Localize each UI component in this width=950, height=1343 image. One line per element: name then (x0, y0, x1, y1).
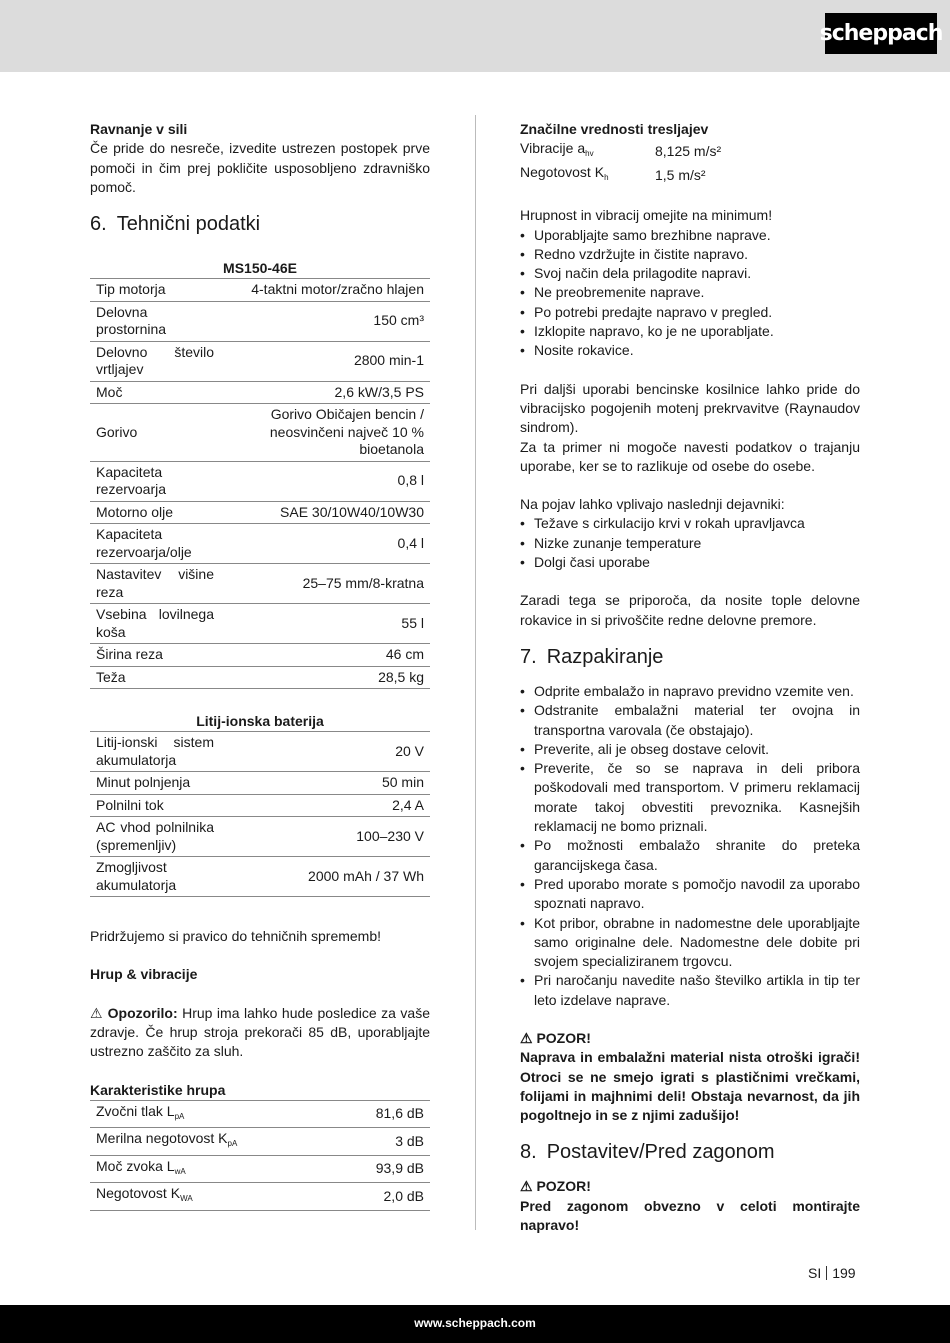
table-row (90, 817, 430, 857)
table-row (520, 139, 721, 163)
list-item: • Redno vzdržujte in čistite napravo. (520, 245, 860, 264)
noise-warning: ⚠ Opozorilo: Hrup ima lahko hude posledice za vaše zdravje. Če hrup stroja prekorači 85 dB, uporabljajte ustrezno zaščito za sluh. (90, 1004, 430, 1060)
row-label: Gorivo (90, 404, 220, 462)
table-row (90, 772, 430, 795)
list-item: • Nosite rokavice. (520, 341, 860, 360)
list-item: • Preverite, ali je obseg dostave celovit. (520, 740, 860, 759)
list-item: • Po možnosti embalažo shranite do preteka garancijskega časa. (520, 836, 860, 875)
list-item: • Odprite embalažo in napravo previdno vzemite ven. (520, 682, 860, 701)
table-row (90, 381, 430, 404)
row-value: 0,8 l (220, 461, 430, 501)
table-row (90, 732, 430, 772)
table-row (90, 564, 430, 604)
row-label: Širina reza (90, 644, 220, 667)
factors-list (520, 514, 860, 572)
row-label: Negotovost $K_{WA}$ (90, 1183, 290, 1211)
table-row (90, 1100, 430, 1128)
reserve-note: Pridržujemo si pravico do tehničnih sprememb! (90, 928, 382, 945)
row-label: Kapaciteta rezervoarja (90, 461, 220, 501)
row-label: Zvočni tlak $L_{pA}$ (90, 1100, 290, 1128)
table2-title: Litij-ionska baterija (196, 713, 324, 730)
row-value: 4-taktni motor/zračno hlajen (220, 279, 430, 302)
row-value: 46 cm (220, 644, 430, 667)
table-row (90, 604, 430, 644)
list-item: • Dolgi časi uporabe (520, 553, 860, 572)
row-label: Delovno število vrtljajev (90, 341, 220, 381)
table-row (90, 1183, 430, 1211)
list-item: • Težave s cirkulacijo krvi v rokah upravljavca (520, 514, 860, 533)
list-item: • Po potrebi predajte napravo v pregled. (520, 303, 860, 322)
first-aid-text: Če pride do nesreče, izvedite ustrezen postopek prve pomoči in čim prej pokličite usposobljeno zdravniško pomoč. (90, 140, 430, 195)
row-value: SAE 30/10W40/10W30 (220, 501, 430, 524)
row-value: 0,4 l (220, 524, 430, 564)
row-value: 100–230 V (220, 817, 430, 857)
row-value: 50 min (220, 772, 430, 795)
row-label: Delovna prostornina (90, 301, 220, 341)
caution-2-label: ⚠ POZOR! (520, 1178, 591, 1195)
battery-table (90, 731, 430, 897)
list-item: • Ne preobremenite naprave. (520, 283, 860, 302)
row-value: 2,6 kW/3,5 PS (220, 381, 430, 404)
vib-list (520, 226, 860, 361)
vib-intro: Hrupnost in vibracij omejite na minimum! (520, 207, 773, 224)
row-label: Zmogljivost akumulatorja (90, 857, 220, 897)
table-row (90, 404, 430, 462)
row-label: Nastavitev višine reza (90, 564, 220, 604)
noise-title: Hrup & vibracije (90, 966, 198, 983)
table-row (90, 279, 430, 302)
column-divider (475, 115, 476, 1230)
footer-url[interactable]: www.scheppach.com (414, 1316, 536, 1330)
table-row (90, 666, 430, 689)
row-value: 8,125 m/s² (655, 142, 722, 159)
list-item: • Nizke zunanje temperature (520, 534, 860, 553)
row-label: Polnilni tok (90, 794, 220, 817)
warning-icon: ⚠ (90, 1004, 104, 1021)
noise-char-title: Karakteristike hrupa (90, 1081, 226, 1098)
row-value: 2,4 A (220, 794, 430, 817)
left-column (90, 120, 430, 1211)
row-label: Teža (90, 666, 220, 689)
row-label: Vibracije $a_{hv}$ (520, 140, 594, 159)
row-value: 1,5 m/s² (655, 166, 706, 183)
row-label: Moč (90, 381, 220, 404)
warning-icon: ⚠ (520, 1029, 533, 1046)
row-label: AC vhod polnilnika (spremenljiv) (90, 817, 220, 857)
scheppach-logo: scheppach (825, 13, 937, 54)
row-value: 2,0 dB (290, 1183, 430, 1211)
section-8-heading: 8. Postavitev/Pred zagonom (520, 1141, 775, 1164)
table-row (90, 341, 430, 381)
table1-title: MS150-46E (223, 260, 297, 277)
row-value: 2000 mAh / 37 Wh (220, 857, 430, 897)
row-value: 150 cm³ (220, 301, 430, 341)
tech-data-table (90, 278, 430, 689)
row-value: 25–75 mm/8-kratna (220, 564, 430, 604)
caution-2-text: Pred zagonom obvezno v celoti montirajte napravo! (520, 1197, 860, 1234)
list-item: • Preverite, če so se naprava in deli pribora poškodovali med transportom. V primeru reklamacij morate takoj obvestiti prevoznika. Kasnejših reklamacij ne bomo priznali. (520, 759, 860, 836)
table-row (90, 501, 430, 524)
row-label: Moč zvoka $L_{wA}$ (90, 1155, 290, 1183)
row-value: 81,6 dB (290, 1100, 430, 1128)
table-row (90, 1128, 430, 1156)
row-value: 28,5 kg (220, 666, 430, 689)
row-value: 3 dB (290, 1128, 430, 1156)
list-item: • Pred uporabo morate s pomočjo navodil za uporabo spoznati napravo. (520, 875, 860, 914)
row-label: Litij-ionski sistem akumulatorja (90, 732, 220, 772)
row-value: 55 l (220, 604, 430, 644)
list-item: • Pri naročanju navedite našo številko artikla in tip ter leto izdelave naprave. (520, 971, 860, 1010)
table-row (90, 1155, 430, 1183)
row-value: Gorivo Običajen bencin / neosvinčeni največ 10 % bioetanola (220, 404, 430, 462)
row-value: 2800 min-1 (220, 341, 430, 381)
caution-1-label: ⚠ POZOR! (520, 1029, 591, 1046)
row-label: Merilna negotovost $K_{pA}$ (90, 1128, 290, 1156)
warning-icon: ⚠ (520, 1178, 533, 1195)
row-value: 93,9 dB (290, 1155, 430, 1183)
raynaud-text: Pri daljši uporabi bencinske kosilnice lahko pride do vibracijsko pogojenih motenj prekrvavitve (Raynaudov sindrom). (520, 380, 860, 436)
table-row (520, 163, 721, 187)
row-value: 20 V (220, 732, 430, 772)
table-row (90, 461, 430, 501)
list-item: • Kot pribor, obrabne in nadomestne dele uporabljajte samo originalne dele. Nadomestne dele dobite pri svojem specializiranem trgovcu. (520, 914, 860, 972)
row-label: Tip motorja (90, 279, 220, 302)
row-label: Motorno olje (90, 501, 220, 524)
section-7-heading: 7. Razpakiranje (520, 645, 664, 668)
section-6-heading: 6. Tehnični podatki (90, 213, 261, 236)
table-row (90, 794, 430, 817)
page-number: SI 199 (808, 1265, 856, 1281)
list-item: • Uporabljajte samo brezhibne naprave. (520, 226, 860, 245)
table-row (90, 301, 430, 341)
row-label: Minut polnjenja (90, 772, 220, 795)
gloves-text: Zaradi tega se priporoča, da nosite tople delovne rokavice in si privoščite redne delovne premore. (520, 592, 860, 628)
row-label: Vsebina lovilnega koša (90, 604, 220, 644)
list-item: • Odstranite embalažni material ter ovojna in transportna varovala (če obstajajo). (520, 701, 860, 740)
unpack-list (520, 682, 860, 1010)
caution-1-text: Naprava in embalažni material nista otroški igrači! Otroci se ne smejo igrati s plastičnimi vrečkami, folijami in majhnimi deli! Obstaja nevarnost, da jih pogoltnejo in se z njimi zadušijo! (520, 1049, 860, 1124)
factors-intro: Na pojav lahko vplivajo naslednji dejavniki: (520, 496, 785, 513)
row-label: Negotovost $K_h$ (520, 164, 609, 183)
list-item: • Svoj način dela prilagodite napravi. (520, 264, 860, 283)
right-column (520, 120, 860, 1235)
table-row (90, 524, 430, 564)
first-aid-title: Ravnanje v sili (90, 121, 188, 137)
header-bar (0, 0, 950, 72)
vibration-table (520, 139, 721, 187)
list-item: • Izklopite napravo, ko je ne uporabljate. (520, 322, 860, 341)
table-row (90, 857, 430, 897)
table-row (90, 644, 430, 667)
noise-table (90, 1100, 430, 1211)
duration-text: Za ta primer ni mogoče navesti podatkov o trajanju uporabe, ker se to razlikuje od osebe do osebe. (520, 438, 860, 474)
footer-bar (0, 1305, 950, 1343)
vibration-title: Značilne vrednosti tresljajev (520, 121, 709, 137)
row-label: Kapaciteta rezervoarja/olje (90, 524, 220, 564)
